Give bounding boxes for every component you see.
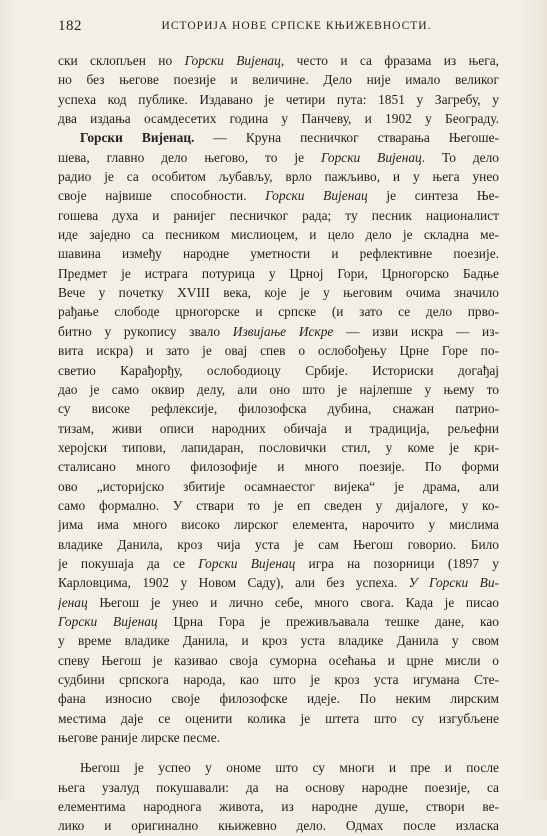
text-run: битно у рукопису звало bbox=[58, 323, 233, 339]
text-line bbox=[58, 341, 499, 360]
text-run: иде заједно са песником мислиоцем, и цело дело је складна ме- bbox=[58, 227, 499, 243]
text-run: њега узалуд покушавали: да на основу народне поезије, са bbox=[58, 779, 499, 795]
text-line bbox=[58, 496, 499, 515]
text-line bbox=[58, 612, 499, 631]
text-run: Предмет је истрага потурица у Црној Гори, Црногорско Бадње bbox=[58, 265, 499, 281]
text-run: Карловцима, 1902 у Новом Саду), али без успеха. bbox=[58, 575, 409, 591]
text-line bbox=[58, 283, 499, 302]
page-body bbox=[58, 51, 499, 836]
text-line bbox=[58, 709, 499, 728]
text-run: Црна Гора је преживљавала тешке дане, као bbox=[157, 613, 499, 629]
text-run: радио је са особитом љубављу, врло пажљиво, и у њега унео bbox=[58, 169, 499, 185]
paragraph bbox=[58, 51, 499, 128]
text-run: ски склопљен но bbox=[58, 53, 185, 68]
text-run: његове раније лирске песме. bbox=[58, 730, 221, 746]
text-run: — Круна песничког стварања Његоше- bbox=[194, 130, 499, 146]
text-run: су високе рефлексије, филозофска дубина, снажан патрио- bbox=[58, 401, 499, 417]
italic-title: Горски Вијенац bbox=[184, 53, 281, 68]
text-line bbox=[58, 167, 499, 186]
text-run: је синтеза Ње- bbox=[367, 188, 499, 204]
text-line bbox=[58, 51, 499, 70]
page-header bbox=[58, 18, 495, 40]
text-run: судбини српскога народа, као што је кроз уста игумана Сте- bbox=[58, 672, 499, 687]
text-line bbox=[58, 554, 499, 573]
text-run: — изви искра — из- bbox=[333, 323, 499, 339]
text-line bbox=[58, 128, 499, 147]
text-run: у време владике Данила, и кроз уста владике Данила у свом bbox=[58, 633, 499, 649]
text-run: два издања осамдесетих година у Панчеву, и 1902 у Београду. bbox=[58, 111, 499, 127]
italic-title: Горски Вијенац bbox=[320, 149, 422, 165]
text-run: игра на позорници (1897 у bbox=[295, 555, 499, 571]
text-run: светио Карађорђу, ослободиоцу Србије. Историски догађај bbox=[58, 362, 499, 378]
text-run: шавина између народне уметности и рефлективне поезије. bbox=[58, 246, 499, 262]
section-heading: Горски Вијенац. bbox=[80, 130, 195, 146]
text-run: сталисано много филозофије и много поезије. По форми bbox=[58, 459, 499, 475]
text-line bbox=[58, 670, 499, 689]
text-run: фана износио своје филозофске идеје. По неким лирским bbox=[58, 691, 499, 707]
text-line bbox=[58, 573, 499, 592]
text-run: Вече у почетку XVIII века, које је у његовим очима значило bbox=[58, 285, 499, 301]
text-line bbox=[58, 477, 499, 496]
text-run: ово „историјско збитије осамнаестог вијека“ је драма, али bbox=[58, 478, 499, 494]
text-run: вита искра) и зато је овај спев о ослобођењу Црне Горе по- bbox=[58, 343, 499, 359]
text-run: шева, главно дело његово, то је bbox=[58, 149, 321, 165]
text-line bbox=[58, 593, 499, 612]
text-line bbox=[58, 689, 499, 708]
page-number: 182 bbox=[58, 18, 82, 34]
text-line bbox=[58, 816, 499, 835]
text-line bbox=[58, 728, 499, 747]
running-head: ИСТОРИЈА НОВЕ СРПСКЕ КЊИЖЕВНОСТИ. bbox=[161, 20, 432, 32]
text-line bbox=[58, 758, 499, 777]
text-run: је покушаја да се bbox=[58, 555, 199, 571]
text-line bbox=[58, 535, 499, 554]
text-line bbox=[58, 380, 499, 399]
text-run: своје највише способности. bbox=[58, 188, 266, 204]
italic-title: Извијање Искре bbox=[232, 323, 334, 339]
text-line bbox=[58, 399, 499, 418]
text-run: спеву Његош је казивао своја суморна осећања и црне мисли о bbox=[58, 652, 499, 668]
italic-title: Горски Вијенац bbox=[58, 613, 158, 629]
text-run: но без његове поезије и величине. Дело није имало великог bbox=[58, 72, 499, 88]
text-run: Његош је успео у ономе што су многи и пре и после bbox=[80, 760, 499, 776]
text-run: херојски типови, лапидаран, пословички стил, у коме је кри- bbox=[58, 439, 499, 455]
text-run: местима даје се оценити колика је штета што су изгубљене bbox=[58, 710, 499, 726]
text-line bbox=[58, 264, 499, 283]
text-line bbox=[58, 631, 499, 650]
text-run: тизам, живи описи народних обичаја и традиција, рељефни bbox=[58, 420, 499, 436]
text-line bbox=[58, 419, 499, 438]
text-line bbox=[58, 225, 499, 244]
text-line bbox=[58, 186, 499, 205]
text-line bbox=[58, 778, 499, 797]
text-run: успеха код публике. Издавано је четири пута: 1851 у Загребу, у bbox=[58, 91, 499, 107]
italic-title: Горски Вијенац bbox=[198, 555, 296, 571]
text-run: само формално. У ствари то је еп сведен у дијалоге, у ко- bbox=[58, 497, 499, 513]
paragraph bbox=[58, 758, 499, 835]
text-run: гошева духа и ранијег песничког рада; ту песник националист bbox=[58, 207, 499, 223]
paragraph bbox=[58, 128, 499, 747]
text-run: дао је само оквир делу, али оно што је најлепше у њему то bbox=[58, 381, 499, 397]
text-run: рађање слободе црногорске и српске (и зато се дело прво- bbox=[58, 304, 499, 320]
text-line bbox=[58, 438, 499, 457]
text-run: јима има много високо лирског елемента, нарочито у мислима bbox=[58, 517, 499, 533]
text-line bbox=[58, 322, 499, 341]
text-line bbox=[58, 651, 499, 670]
italic-title: У Горски Ви- bbox=[408, 575, 499, 591]
text-line bbox=[58, 457, 499, 476]
text-line bbox=[58, 302, 499, 321]
text-line bbox=[58, 244, 499, 263]
text-run: лико и оригинално књижевно дело. Одмах после изласка bbox=[58, 818, 499, 834]
text-line bbox=[58, 148, 499, 167]
italic-title: Горски Вијенац bbox=[265, 188, 368, 204]
text-line bbox=[58, 361, 499, 380]
text-run: . То дело bbox=[421, 149, 499, 165]
italic-title: јенац bbox=[58, 594, 88, 610]
text-line bbox=[58, 206, 499, 225]
text-line bbox=[58, 109, 499, 128]
text-line bbox=[58, 70, 499, 89]
text-run: владике Данила, кроз чија уста је сам Његош говорио. Било bbox=[58, 536, 499, 552]
text-run: , често и са фразама из њега, bbox=[280, 53, 499, 68]
text-line bbox=[58, 90, 499, 109]
text-run: елементима народнога живота, из народне душе, створи ве- bbox=[58, 799, 499, 815]
text-line bbox=[58, 515, 499, 534]
text-run: Његош је унео и лично себе, много свога. Када је писао bbox=[87, 594, 499, 610]
paragraph-gap bbox=[58, 747, 499, 758]
